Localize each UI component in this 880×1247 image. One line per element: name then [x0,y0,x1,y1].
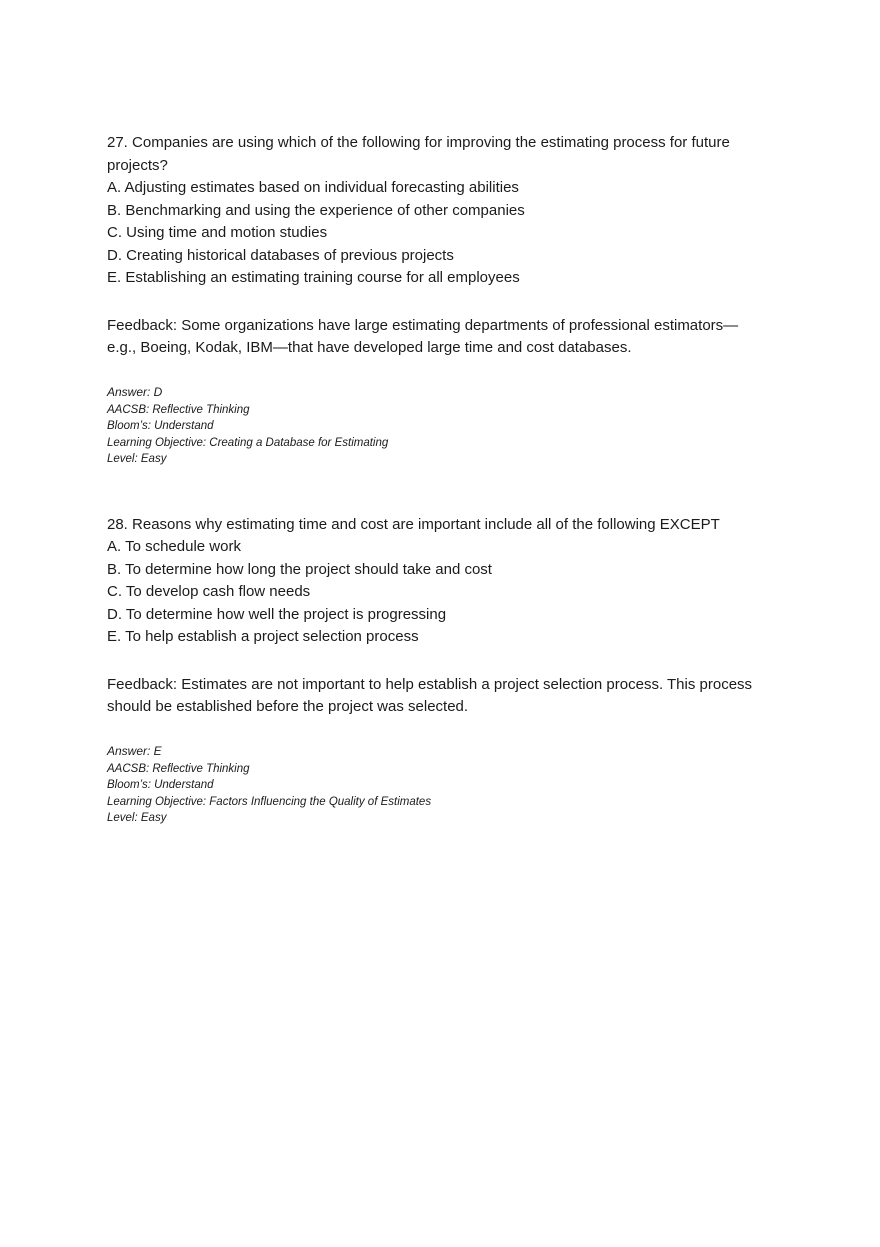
meta-blooms: Bloom’s: Understand [107,420,214,432]
answer-option-e: E. Establishing an estimating training course for all employees [107,269,520,286]
answer-option-c: C. To develop cash flow needs [107,583,311,600]
answer-option-d: D. To determine how well the project is progressing [107,605,447,623]
answer-option-e: E. To help establish a project selection process [107,628,419,645]
meta-blooms: Bloom’s: Understand [107,779,214,791]
answer-line: Answer: D [107,384,163,399]
question-stem: 27. Companies are using which of the following for improving the estimating process for future projects? [107,134,730,174]
feedback-text: Feedback: Some organizations have large estimating departments of professional estimators—e.g., Boeing, Kodak, IBM—that have developed large time and cost databases. [107,316,739,356]
question-stem: 28. Reasons why estimating time and cost are important include all of the following EXCEPT [107,515,720,533]
meta-aacsb: AACSB: Reflective Thinking [107,403,250,416]
meta-learning-objective: Learning Objective: Factors Influencing the Quality of Estimates [107,795,432,808]
page-content [107,132,765,827]
meta-level: Level: Easy [107,453,167,465]
answer-option-d: D. Creating historical databases of previous projects [107,246,454,264]
feedback-text: Feedback: Estimates are not important to help establish a project selection process. This process should be established before the project was selected. [107,675,753,715]
answer-line: Answer: E [107,743,162,758]
answer-option-b: B. To determine how long the project should take and cost [107,560,492,578]
question-block-27 [107,132,765,468]
answer-metadata-block [107,384,765,468]
question-block-28 [107,514,765,827]
answer-option-a: A. To schedule work [107,538,241,555]
answer-option-c: C. Using time and motion studies [107,224,328,241]
meta-level: Level: Easy [107,812,167,824]
meta-learning-objective: Learning Objective: Creating a Database for Estimating [107,436,389,449]
answer-option-a: A. Adjusting estimates based on individual forecasting abilities [107,179,519,196]
meta-aacsb: AACSB: Reflective Thinking [107,762,250,775]
answer-option-b: B. Benchmarking and using the experience of other companies [107,201,525,219]
answer-metadata-block [107,743,765,827]
